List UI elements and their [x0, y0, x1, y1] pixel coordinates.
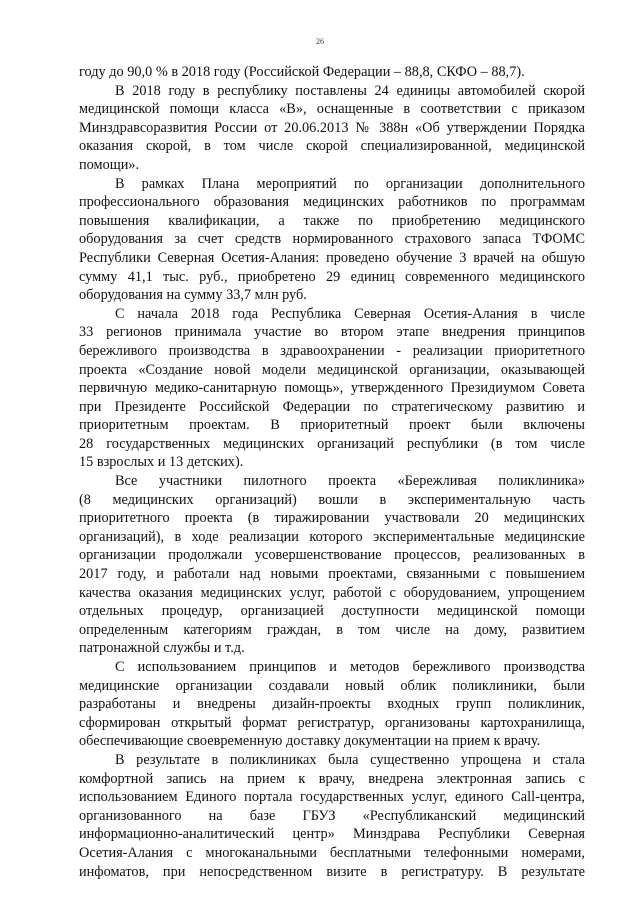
text-line: проекта «Создание новой модели медицинской организации, оказывающей	[79, 361, 585, 378]
page-number: 26	[316, 37, 324, 46]
text-line: качества оказания медицинских услуг, работой с оборудованием, упрощением	[79, 584, 585, 601]
text-line: оборудования за счет средств нормированного страхового запаса ТФОМС	[79, 231, 585, 248]
text-line: определенным категориям граждан, в том числе на дому, развитием	[79, 621, 585, 638]
text-line: сформирован открытый формат регистратур, организованы картохранилища,	[79, 714, 585, 731]
text-line: организации продолжали усовершенствование процессов, реализованных в	[79, 547, 585, 564]
text-line: использованием Единого портала государственных услуг, единого Call-центра,	[79, 789, 585, 806]
text-line: первичную медико-санитарную помощь», утвержденного Президиумом Совета	[79, 380, 585, 397]
text-line: году до 90,0 % в 2018 году (Российской Федерации – 88,8, СКФО – 88,7).	[79, 64, 525, 80]
text-line: В результате в поликлиниках была существенно упрощена и стала	[115, 751, 585, 768]
text-line: Осетия-Алания с многоканальными бесплатными телефонными номерами,	[79, 844, 585, 861]
text-line: Все участники пилотного проекта «Бережливая поликлиника»	[115, 473, 585, 490]
text-line: комфортной запись на прием к врачу, внедрена электронная запись с	[79, 770, 585, 787]
text-line: при Президенте Российской Федерации по стратегическому развитию и	[79, 398, 585, 415]
text-line: инфоматов, при непосредственном визите в регистратуру. В результате	[79, 863, 585, 880]
text-line: Республики Северная Осетия-Алания: проведено обучение 3 врачей на обшую	[79, 249, 585, 266]
text-line: обеспечивающие своевременную доставку документации на прием к врачу.	[79, 733, 541, 750]
text-line: приоритетным проектам. В приоритетный проект были включены	[79, 417, 585, 434]
body-text	[79, 63, 585, 881]
text-line: В рамках Плана мероприятий по организации дополнительного	[115, 175, 585, 192]
text-line: отдельных процедур, организацией доступности медицинской помощи	[79, 603, 585, 620]
text-line: приоритетного проекта (в тиражировании участвовали 20 медицинских	[79, 510, 585, 527]
text-line: информационно-аналитический центр» Минздрава Республики Северная	[79, 826, 585, 843]
text-line: (8 медицинских организаций) вошли в экспериментальную часть	[79, 491, 585, 508]
text-line: 2017 году, и работали над новыми проектами, связанными с повышением	[79, 566, 585, 583]
text-line: Минздравсоразвития России от 20.06.2013 № 388н «Об утверждении Порядка	[79, 119, 585, 136]
text-line: оказания скорой, в том числе скорой специализированной, медицинской	[79, 138, 585, 155]
text-line: В 2018 году в республику поставлены 24 единицы автомобилей скорой	[115, 82, 585, 99]
text-line: бережливого производства в здравоохранении - реализации приоритетного	[79, 342, 585, 359]
text-line: С использованием принципов и методов бережливого производства	[115, 659, 585, 675]
text-line: 15 взрослых и 13 детских).	[79, 454, 244, 471]
text-line: патронажной службы и т.д.	[79, 640, 245, 657]
text-line: разработаны и внедрены дизайн-проекты входных групп поликлиник,	[79, 696, 585, 713]
text-line: медицинские организации создавали новый облик поликлиники, были	[79, 677, 585, 694]
text-line: 33 регионов принимала участие во втором этапе внедрения принципов	[79, 324, 585, 341]
text-line: 28 государственных медицинских организаций республики (в том числе	[79, 435, 585, 452]
text-line: сумму 41,1 тыс. руб., приобретено 29 единиц современного медицинского	[79, 268, 585, 285]
text-line: оборудования на сумму 33,7 млн руб.	[79, 287, 307, 304]
text-line: профессионального образования медицинских работников по программам	[79, 194, 585, 211]
text-line: повышения квалификации, а также по приобретению медицинского	[79, 212, 585, 229]
text-line: помощи».	[79, 156, 140, 173]
text-line: организаций), в ходе реализации которого экспериментальные медицинские	[79, 528, 585, 545]
text-line: медицинской помощи класса «В», оснащенные в соответствии с приказом	[79, 101, 585, 118]
text-line: С начала 2018 года Республика Северная Осетия-Алания в числе	[115, 305, 585, 322]
text-line: организованного на базе ГБУЗ «Республиканский медицинский	[79, 807, 585, 824]
